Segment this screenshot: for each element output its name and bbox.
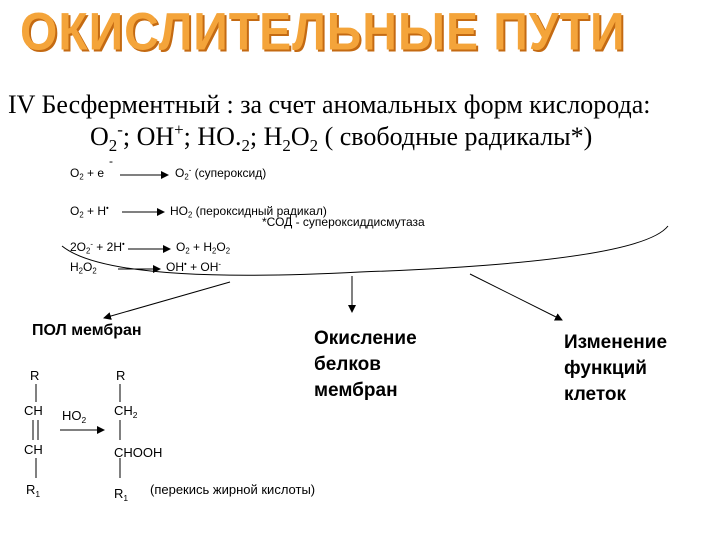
pol-label: ПОЛ мембран: [32, 322, 142, 339]
struct-right-r: R: [116, 368, 126, 383]
arrow-to-pol: [104, 282, 230, 318]
reaction-3-right: $O_2 + H_2O_2$: [176, 240, 231, 256]
struct-left-ch2: CH: [24, 442, 43, 457]
reaction-2-right: $HO_2$ (пероксидный радикал): [170, 204, 327, 220]
struct-left-r1: $R_1$: [26, 482, 41, 499]
heading-line-2: $O_2^-$; OH+; $HO._2$; $H_2O_2$ ( свободные радикалы*): [90, 119, 593, 155]
heading-line-1: IV Бесферментный : за счет аномальных форм кислорода:: [8, 90, 651, 119]
reaction-3-left: $2O_2^- + 2H^•$: [70, 239, 125, 256]
struct-left-r: R: [30, 368, 40, 383]
struct-caption: (перекись жирной кислоты): [150, 482, 316, 497]
oxidation-block: Окисление белков мембран: [314, 328, 417, 401]
struct-left-ch1: CH: [24, 403, 43, 418]
reaction-4-right: OH• + OH-: [166, 259, 222, 274]
reagent-ho2: $HO_2$: [62, 408, 87, 425]
struct-right-r1: $R_1$: [114, 486, 129, 503]
struct-right-chooh: CHOOH: [114, 445, 163, 460]
page-title: ОКИСЛИТЕЛЬНЫЕ ПУТИ: [20, 3, 626, 62]
reaction-1-right: $O_2^-$ (супероксид): [175, 165, 267, 182]
electron-bar: -: [109, 154, 113, 168]
grouping-brace: [62, 226, 668, 275]
reaction-4-left: $H_2O_2$: [70, 260, 97, 276]
arrow-to-change: [470, 274, 562, 320]
reaction-1-left: $O_2 + e$: [70, 166, 105, 182]
sod-note: *СОД - супероксиддисмутаза: [262, 215, 425, 229]
struct-right-ch2: $CH_2$: [114, 403, 138, 420]
reaction-2-left: $O_2 + H^•$: [70, 203, 109, 220]
change-block: Изменение функций клеток: [564, 332, 668, 405]
